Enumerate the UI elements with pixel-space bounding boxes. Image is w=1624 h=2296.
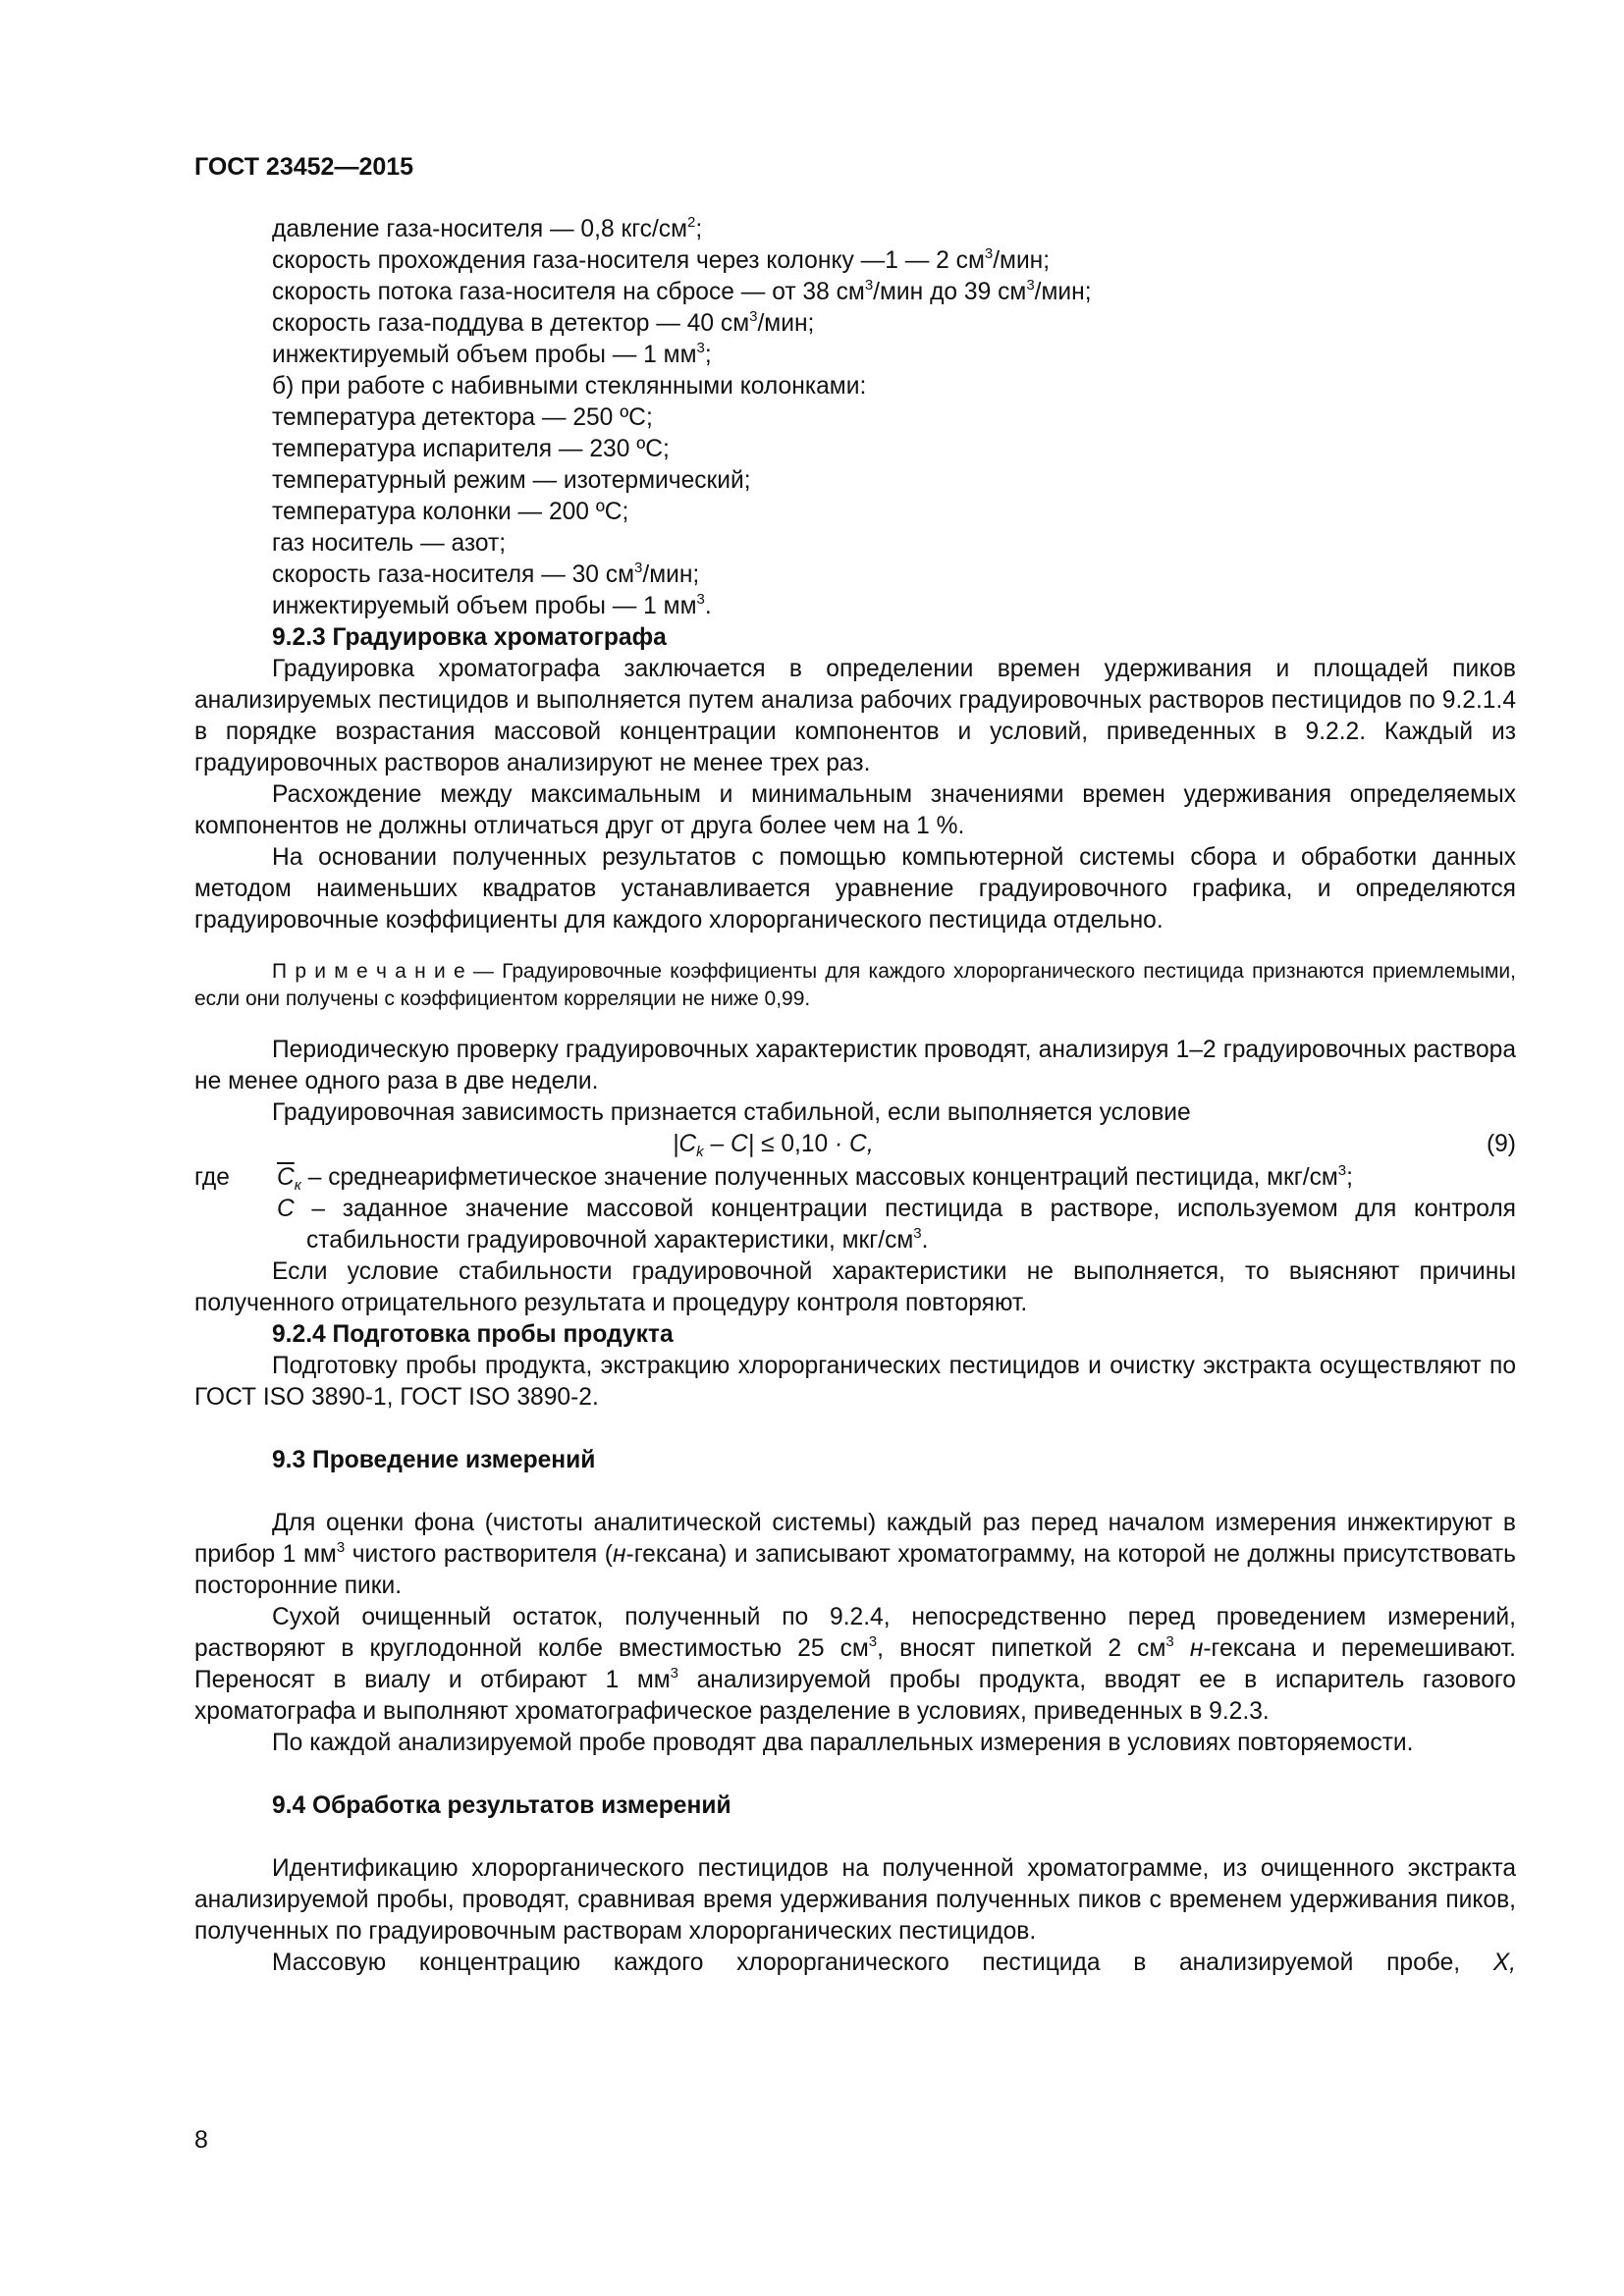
note-text: — Градуировочные коэффициенты для каждого хлорорганического пестицида признаются приемлемыми, если они получены с коэффициентом корреляции не ниже 0,99. [194, 960, 1516, 1010]
definition-c: С – заданное значение массовой концентрации пестицида в растворе, используемом для контроля стабильности градуировочной характеристики, мкг/$см^3$. [277, 1196, 1516, 1254]
paragraph: Если условие стабильности градуировочной характеристики не выполняется, то выясняют причины полученного отрицательного результата и процедуру контроля повторяют. [194, 1258, 1516, 1316]
definition-ck: где $\overline{C}_к$ – среднеарифметическое значение полученных массовых концентраций пестицида, мкг/$см^3$; [194, 1162, 1353, 1194]
list-item: газ носитель — азот; [272, 530, 507, 557]
page-number: 8 [194, 2126, 208, 2154]
note-label: П р и м е ч а н и е [272, 960, 465, 983]
paragraph: Для оценки фона (чистоты аналитической системы) каждый раз перед началом измерения инжектируют в прибор 1 $мм^3$ чистого растворителя (н-гексана) и записывают хроматограмму, на которой не должны присутствовать посторонние пики. [194, 1510, 1516, 1599]
list-item: скорость газа-поддува в детектор — 40 $см^3$/мин; [272, 308, 815, 337]
formula-9 [194, 1129, 1516, 1162]
formula-expression: $|C_k - C| \le 0,10 \cdot C$, [673, 1131, 874, 1160]
page-content [194, 214, 1516, 1979]
paragraph: Подготовку пробы продукта, экстракцию хлорорганических пестицидов и очистку экстракта осуществляют по ГОСТ ISO 3890-1, ГОСТ ISO 3890-2. [194, 1353, 1516, 1411]
list-item: температура колонки — 200 ºС; [272, 499, 629, 525]
list-b-intro: б) при работе с набивными стеклянными колонками: [272, 373, 867, 400]
conditions-list-a [194, 214, 1516, 371]
section-heading-9-3: 9.3 Проведение измерений [272, 1447, 596, 1473]
paragraph: На основании полученных результатов с помощью компьютерной системы сбора и обработки данных методом наименьших квадратов устанавливается уравнение градуировочного графика, и определяются градуировочные коэффициенты для каждого хлорорганического пестицида отдельно. [194, 844, 1516, 934]
list-item: инжектируемый объем пробы — 1 $мм^3$. [272, 591, 712, 619]
section-heading-9-2-4: 9.2.4 Подготовка пробы продукта [272, 1321, 674, 1348]
paragraph: Градуировка хроматографа заключается в определении времен удерживания и площадей пиков анализируемых пестицидов и выполняется путем анализа рабочих градуировочных растворов пестицидов по 9.2.1.4 в порядке возрастания массовой концентрации компонентов и условий, приведенных в 9.2.2. Каждый из градуировочных растворов анализируют не менее трех раз. [194, 656, 1516, 776]
paragraph: Идентификацию хлорорганического пестицидов на полученной хроматограмме, из очищенного экстракта анализируемой пробы, проводят, сравнивая время удерживания полученных пиков с временем удерживания пиков, полученных по градуировочным растворам хлорорганических пестицидов. [194, 1855, 1516, 1945]
paragraph: Расхождение между максимальным и минимальным значениями времен удерживания определяемых компонентов не должны отличаться друг от друга более чем на 1 %. [194, 781, 1516, 839]
note [194, 958, 1516, 1013]
section-heading-9-4: 9.4 Обработка результатов измерений [272, 1792, 731, 1819]
paragraph: По каждой анализируемой пробе проводят два параллельных измерения в условиях повторяемости. [272, 1730, 1414, 1756]
list-item: температурный режим — изотермический; [272, 467, 751, 494]
paragraph: Сухой очищенный остаток, полученный по 9.2.4, непосредственно перед проведением измерений, растворяют в круглодонной колбе вместимостью 25 $см^3$, вносят пипеткой 2 $см^3$ н-гексана и перемешивают. Переносят в виалу и отбирают 1 $мм^3$ анализируемой пробы продукта, вводят ее в испаритель газового хроматографа и выполняют хроматографическое разделение в условиях, приведенных в 9.2.3. [194, 1604, 1516, 1725]
paragraph: Периодическую проверку градуировочных характеристик проводят, анализируя 1–2 градуировочных раствора не менее одного раза в две недели. [194, 1037, 1516, 1095]
list-item: давление газа-носителя — 0,8 кгс/$см^2$; [272, 214, 703, 242]
list-item: инжектируемый объем пробы — 1 $мм^3$; [272, 340, 712, 368]
conditions-list-b [194, 402, 1516, 622]
list-item: скорость потока газа-носителя на сбросе — от 38 $см^3$/мин до 39 $см^3$/мин; [272, 277, 1092, 305]
where-label: где [194, 1164, 230, 1191]
list-item: температура испарителя — 230 ºС; [272, 436, 670, 462]
formula-number: (9) [1486, 1131, 1516, 1157]
list-item: температура детектора — 250 ºС; [272, 404, 653, 431]
section-heading-9-2-3: 9.2.3 Градуировка хроматографа [272, 624, 667, 651]
paragraph: Массовую концентрацию каждого хлорорганического пестицида в анализируемой пробе, X, [272, 1949, 1516, 1976]
list-item: скорость прохождения газа-носителя через колонку —1 — 2 $см^3$/мин; [272, 245, 1051, 274]
page-header: ГОСТ 23452—2015 [194, 153, 414, 181]
paragraph: Градуировочная зависимость признается стабильной, если выполняется условие [272, 1099, 1191, 1126]
list-item: скорость газа-носителя — 30 $см^3$/мин; [272, 560, 700, 588]
